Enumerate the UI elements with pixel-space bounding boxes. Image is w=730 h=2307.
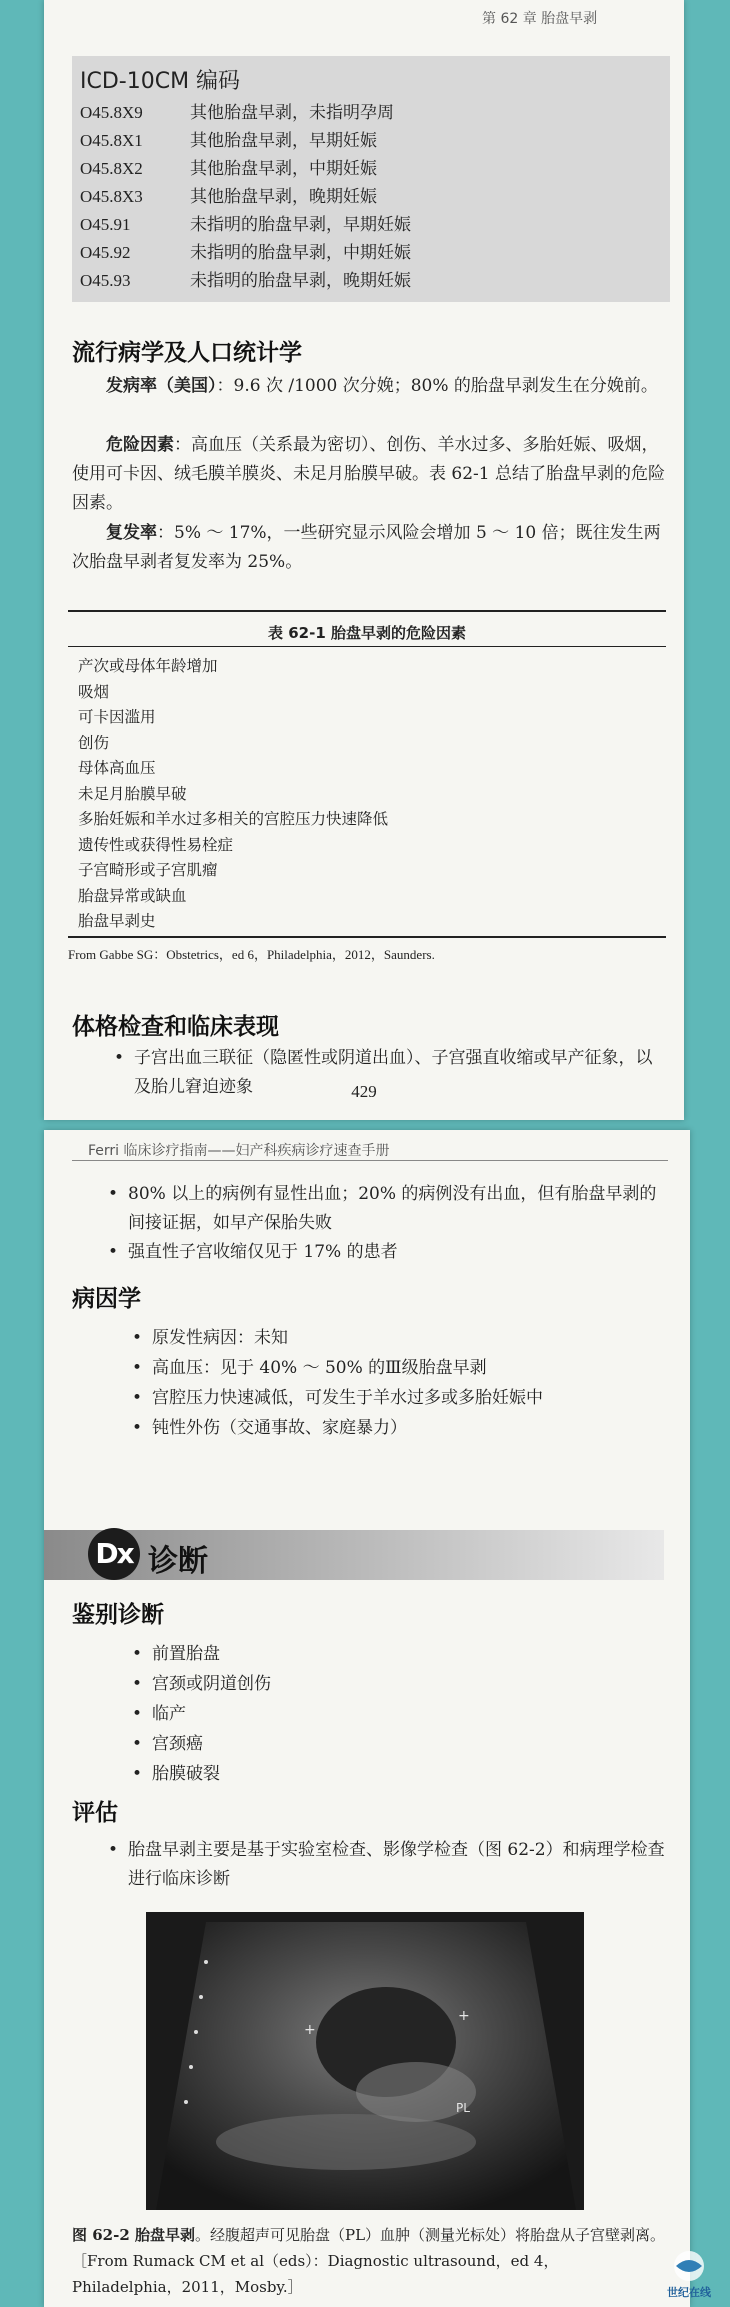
ddx-item: • 前置胎盘 xyxy=(132,1644,220,1664)
bullet-bleeding-text: 80% 以上的病例有显性出血；20% 的病例没有出血，但有胎盘早剥的间接证据，如早产保胎失败 xyxy=(128,1184,657,1233)
figure-text: 。经腹超声可见胎盘（PL）血肿（测量光标处）将胎盘从子宫壁剥离。［From Rumack CM et al（eds）：Diagnostic ultrasound，ed 4，Philadelphia，2011，Mosby.］ xyxy=(72,2226,666,2296)
icd-description: 其他胎盘早剥，未指明孕周 xyxy=(190,103,394,123)
ddx-item-text: 宫颈癌 xyxy=(152,1734,203,1754)
etiology-item-text: 高血压：见于 40% ～ 50% 的Ⅲ级胎盘早剥 xyxy=(152,1358,487,1378)
table-bottom-rule xyxy=(68,936,666,938)
icd-description: 未指明的胎盘早剥，中期妊娠 xyxy=(190,243,411,263)
icd-description: 其他胎盘早剥，早期妊娠 xyxy=(190,131,377,151)
svg-text:+: + xyxy=(304,2022,316,2038)
etiology-item-text: 宫腔压力快速减低，可发生于羊水过多或多胎妊娠中 xyxy=(152,1388,543,1408)
icd-description: 其他胎盘早剥，晚期妊娠 xyxy=(190,187,377,207)
recurrence-paragraph xyxy=(72,519,666,577)
ddx-item: • 胎膜破裂 xyxy=(132,1764,220,1784)
table-title: 表 62-1 胎盘早剥的危险因素 xyxy=(268,624,466,642)
icd-code: O45.92 xyxy=(80,243,131,262)
icd-code: O45.8X9 xyxy=(80,103,143,122)
icd-code-row xyxy=(80,98,394,123)
table-top-rule xyxy=(68,610,666,612)
diagnosis-title: 诊断 xyxy=(148,1544,208,1579)
running-head: 第 62 章 胎盘早剥 xyxy=(482,11,598,27)
recurrence-label: 复发率 xyxy=(106,523,157,543)
risk-text: ：高血压（关系最为密切）、创伤、羊水过多、多胎妊娠、吸烟，使用可卡因、绒毛膜羊膜炎、未足月胎膜早破。表 62-1 总结了胎盘早剥的危险因素。 xyxy=(72,435,665,513)
book-page-430 xyxy=(44,1130,690,2307)
dx-badge: Dx xyxy=(88,1528,140,1580)
site-watermark-logo xyxy=(656,2248,722,2302)
icd-code: O45.8X2 xyxy=(80,159,143,178)
etiology-item: • 原发性病因：未知 xyxy=(132,1328,288,1348)
ddx-item: • 宫颈或阴道创伤 xyxy=(132,1674,271,1694)
etiology-item-text: 钝性外伤（交通事故、家庭暴力） xyxy=(152,1418,407,1438)
figure-label: 图 62-2 胎盘早剥 xyxy=(72,2226,195,2244)
eval-heading: 评估 xyxy=(72,1800,118,1826)
exam-bullet-text: 子宫出血三联征（隐匿性或阴道出血）、子宫强直收缩或早产征象，以及胎儿窘迫迹象 xyxy=(134,1048,653,1097)
ddx-item-text: 前置胎盘 xyxy=(152,1644,220,1664)
table-row: 产次或母体年龄增加 xyxy=(78,657,218,675)
table-row: 胎盘异常或缺血 xyxy=(78,886,187,905)
eval-bullet: • 胎盘早剥主要是基于实验室检查、影像学检查（图 62-2）和病理学检查进行临床诊断 xyxy=(108,1840,665,1889)
icd-code-row xyxy=(80,238,411,263)
bullet-bleeding: • 80% 以上的病例有显性出血；20% 的病例没有出血，但有胎盘早剥的间接证据，如早产保胎失败 xyxy=(108,1184,657,1233)
icd-code-row xyxy=(80,210,411,235)
eval-bullet-text: 胎盘早剥主要是基于实验室检查、影像学检查（图 62-2）和病理学检查进行临床诊断 xyxy=(128,1840,665,1889)
icd-code: O45.91 xyxy=(80,215,131,234)
svg-text:+: + xyxy=(458,2008,470,2024)
ddx-item-text: 胎膜破裂 xyxy=(152,1764,220,1784)
running-head: Ferri 临床诊疗指南——妇产科疾病诊疗速查手册 xyxy=(88,1143,390,1159)
watermark-text: 世纪在线 xyxy=(667,2286,711,2299)
ultrasound-figure xyxy=(146,1912,584,2210)
incidence-text: ：9.6 次 /1000 次分娩；80% 的胎盘早剥发生在分娩前。 xyxy=(216,376,658,396)
bullet-tetanic: • 强直性子宫收缩仅见于 17% 的患者 xyxy=(108,1242,398,1262)
table-row: 遗传性或获得性易栓症 xyxy=(78,835,234,854)
icd-description: 未指明的胎盘早剥，晚期妊娠 xyxy=(190,271,411,291)
table-row: 胎盘早剥史 xyxy=(78,912,156,930)
table-source: From Gabbe SG：Obstetrics，ed 6，Philadelphia，2012，Saunders. xyxy=(68,947,435,962)
icd-description: 其他胎盘早剥，中期妊娠 xyxy=(190,159,377,179)
icd-code-row xyxy=(80,126,377,151)
header-rule xyxy=(72,1160,668,1161)
table-row: 可卡因滥用 xyxy=(78,708,156,726)
exam-bullet: • 子宫出血三联征（隐匿性或阴道出血）、子宫强直收缩或早产征象，以及胎儿窘迫迹象 xyxy=(114,1048,653,1097)
etiology-heading: 病因学 xyxy=(72,1286,141,1312)
icd-code: O45.8X3 xyxy=(80,187,143,206)
icd-code-row xyxy=(80,266,411,291)
etiology-item: • 钝性外伤（交通事故、家庭暴力） xyxy=(132,1418,407,1438)
risk-label: 危险因素 xyxy=(106,435,174,455)
ddx-item: • 临产 xyxy=(132,1704,186,1724)
etiology-item: • 宫腔压力快速减低，可发生于羊水过多或多胎妊娠中 xyxy=(132,1388,543,1408)
bullet-tetanic-text: 强直性子宫收缩仅见于 17% 的患者 xyxy=(128,1242,398,1262)
icd-title: ICD-10CM 编码 xyxy=(80,69,241,94)
etiology-item: • 高血压：见于 40% ～ 50% 的Ⅲ级胎盘早剥 xyxy=(132,1358,487,1378)
ddx-item: • 宫颈癌 xyxy=(132,1734,203,1754)
table-row: 子宫畸形或子宫肌瘤 xyxy=(78,861,218,879)
ddx-item-text: 宫颈或阴道创伤 xyxy=(152,1674,271,1694)
table-row: 创伤 xyxy=(78,733,110,752)
icd-code-row xyxy=(80,182,377,207)
table-header-rule xyxy=(68,646,666,647)
figure-caption xyxy=(72,2222,668,2300)
recurrence-text: ：5% ～ 17%，一些研究显示风险会增加 5 ～ 10 倍；既往发生两次胎盘早剥者复发率为 25%。 xyxy=(72,523,661,572)
icd-description: 未指明的胎盘早剥，早期妊娠 xyxy=(190,215,411,235)
exam-heading: 体格检查和临床表现 xyxy=(72,1014,279,1040)
table-row: 未足月胎膜早破 xyxy=(78,784,187,803)
risk-paragraph xyxy=(72,431,666,518)
ddx-heading: 鉴别诊断 xyxy=(72,1602,164,1628)
pl-label: PL xyxy=(456,2101,470,2115)
icd-code-row xyxy=(80,154,377,179)
epi-heading: 流行病学及人口统计学 xyxy=(72,340,302,366)
book-page-429 xyxy=(44,0,684,1120)
ddx-item-text: 临产 xyxy=(152,1704,186,1724)
incidence-paragraph xyxy=(72,372,666,401)
page-number: 429 xyxy=(351,1082,377,1101)
icd-code: O45.93 xyxy=(80,271,131,290)
incidence-label: 发病率（美国） xyxy=(106,376,217,396)
table-row: 吸烟 xyxy=(78,682,110,701)
etiology-item-text: 原发性病因：未知 xyxy=(152,1328,288,1348)
table-row: 母体高血压 xyxy=(78,759,156,777)
icd-code: O45.8X1 xyxy=(80,131,143,150)
table-row: 多胎妊娠和羊水过多相关的宫腔压力快速降低 xyxy=(78,810,389,828)
